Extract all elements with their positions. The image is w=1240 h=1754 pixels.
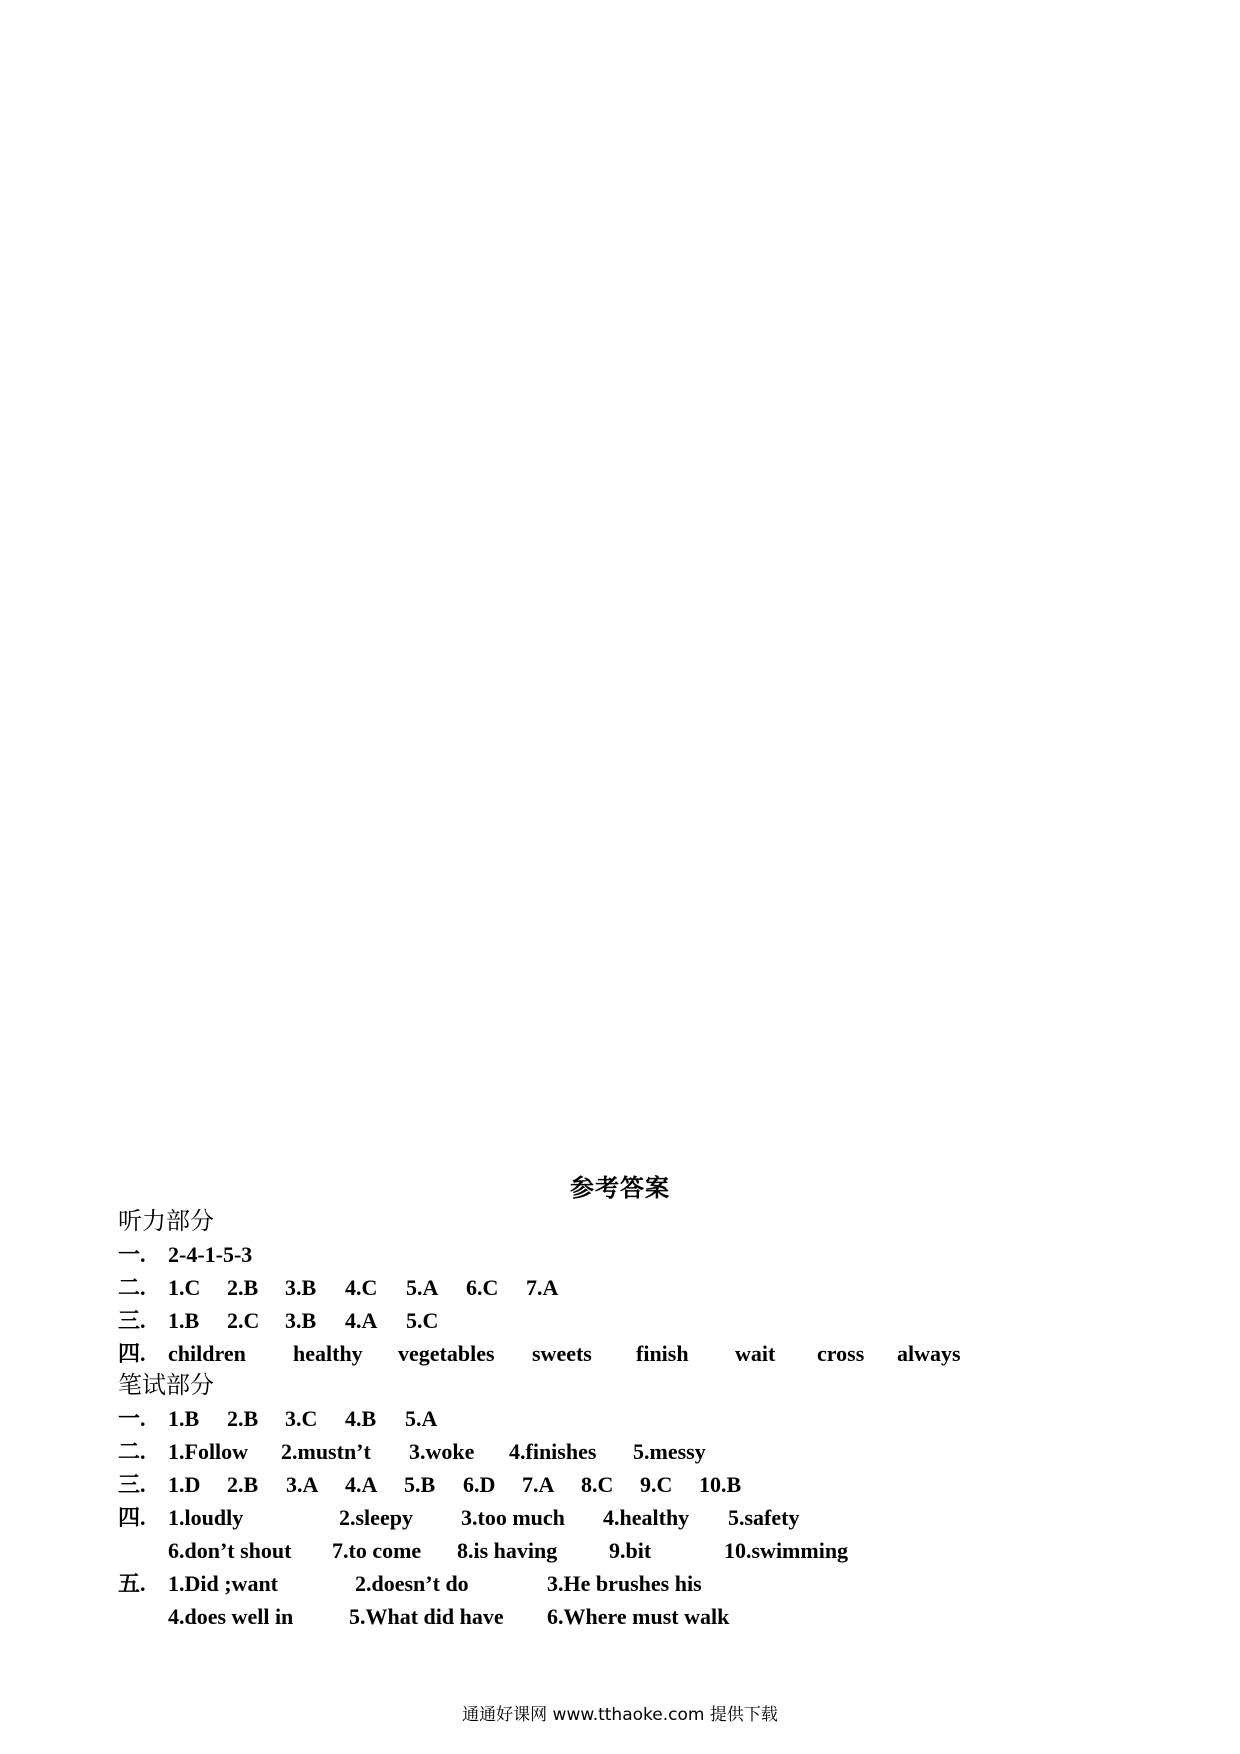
row-number: 一. bbox=[118, 1406, 146, 1431]
answer-item: 4.does well in bbox=[168, 1604, 294, 1629]
answer-item: 9.C bbox=[640, 1472, 673, 1497]
answer-item: 6.D bbox=[463, 1472, 496, 1497]
answer-key bbox=[118, 1168, 1118, 1633]
row-number: 一. bbox=[118, 1242, 146, 1267]
listening-row-4 bbox=[118, 1337, 1118, 1370]
writing-row-5-continued bbox=[118, 1600, 1118, 1633]
answer-item: sweets bbox=[532, 1341, 592, 1366]
answer-item: 10.swimming bbox=[724, 1538, 849, 1563]
row-number: 四. bbox=[118, 1505, 146, 1530]
answer-item: 1.B bbox=[168, 1308, 200, 1333]
answer-item: 5.safety bbox=[728, 1505, 800, 1530]
answer-item: 1.D bbox=[168, 1472, 201, 1497]
answer-item: children bbox=[168, 1341, 246, 1366]
answer-item: cross bbox=[817, 1341, 865, 1366]
answer-item: 4.healthy bbox=[603, 1505, 690, 1530]
row-number: 五. bbox=[118, 1571, 146, 1596]
answer-item: finish bbox=[636, 1341, 689, 1366]
answer-item: 1.B bbox=[168, 1406, 200, 1431]
writing-heading: 笔试部分 bbox=[118, 1373, 214, 1399]
answer-item: 1.loudly bbox=[168, 1505, 244, 1530]
answer-item: 1.C bbox=[168, 1275, 201, 1300]
answer-item: 2.C bbox=[227, 1308, 260, 1333]
writing-row-4 bbox=[118, 1501, 1118, 1534]
row-number: 二. bbox=[118, 1275, 146, 1300]
row-number: 三. bbox=[118, 1472, 146, 1497]
answer-item: 8.C bbox=[581, 1472, 614, 1497]
answer-item: 3.A bbox=[286, 1472, 319, 1497]
writing-row-5 bbox=[118, 1567, 1118, 1600]
row-number: 三. bbox=[118, 1308, 146, 1333]
answer-item: 6.don’t shout bbox=[168, 1538, 292, 1563]
answer-item: always bbox=[897, 1341, 961, 1366]
writing-row-3 bbox=[118, 1468, 1118, 1501]
answer-item: 4.C bbox=[345, 1275, 378, 1300]
answer-item: 6.Where must walk bbox=[547, 1604, 730, 1629]
answer-item: 2-4-1-5-3 bbox=[168, 1242, 253, 1267]
writing-row-1 bbox=[118, 1402, 1118, 1435]
answer-item: 3.C bbox=[285, 1406, 318, 1431]
answer-item: 3.He brushes his bbox=[547, 1571, 702, 1596]
answer-item: 6.C bbox=[466, 1275, 499, 1300]
writing-row-2 bbox=[118, 1435, 1118, 1468]
answer-item: 4.A bbox=[345, 1472, 378, 1497]
answer-item: 9.bit bbox=[609, 1538, 652, 1563]
listening-row-2 bbox=[118, 1271, 1118, 1304]
answer-item: 4.A bbox=[345, 1308, 378, 1333]
answer-item: 2.B bbox=[227, 1472, 259, 1497]
answer-item: 5.What did have bbox=[349, 1604, 504, 1629]
answer-item: healthy bbox=[293, 1341, 363, 1366]
listening-heading: 听力部分 bbox=[118, 1209, 214, 1235]
answer-item: 1.Follow bbox=[168, 1439, 249, 1464]
answer-item: wait bbox=[735, 1341, 776, 1366]
answer-item: vegetables bbox=[398, 1341, 495, 1366]
answer-item: 2.mustn’t bbox=[281, 1439, 371, 1464]
footer-source: 通通好课网 www.tthaoke.com 提供下载 bbox=[462, 1705, 778, 1725]
answer-item: 4.B bbox=[345, 1406, 377, 1431]
answer-item: 5.C bbox=[406, 1308, 439, 1333]
answer-item: 8.is having bbox=[457, 1538, 558, 1563]
answer-item: 5.B bbox=[404, 1472, 436, 1497]
answer-item: 4.finishes bbox=[509, 1439, 597, 1464]
listening-row-3 bbox=[118, 1304, 1118, 1337]
answer-item: 3.B bbox=[285, 1308, 317, 1333]
answer-item: 3.woke bbox=[409, 1439, 475, 1464]
answer-item: 5.messy bbox=[633, 1439, 706, 1464]
answer-item: 7.to come bbox=[332, 1538, 422, 1563]
answer-item: 3.B bbox=[285, 1275, 317, 1300]
writing-row-4-continued bbox=[118, 1534, 1118, 1567]
answer-item: 2.B bbox=[227, 1275, 259, 1300]
answer-item: 7.A bbox=[522, 1472, 555, 1497]
row-number: 二. bbox=[118, 1439, 146, 1464]
answer-item: 10.B bbox=[699, 1472, 742, 1497]
answer-item: 2.sleepy bbox=[339, 1505, 413, 1530]
answer-item: 5.A bbox=[406, 1275, 439, 1300]
page-title: 参考答案 bbox=[570, 1176, 670, 1202]
answer-item: 3.too much bbox=[461, 1505, 565, 1530]
answer-item: 2.doesn’t do bbox=[355, 1571, 469, 1596]
answer-item: 1.Did ;want bbox=[168, 1571, 279, 1596]
answer-item: 2.B bbox=[227, 1406, 259, 1431]
row-number: 四. bbox=[118, 1341, 146, 1366]
answer-item: 7.A bbox=[526, 1275, 559, 1300]
listening-row-1 bbox=[118, 1238, 1118, 1271]
answer-item: 5.A bbox=[405, 1406, 438, 1431]
